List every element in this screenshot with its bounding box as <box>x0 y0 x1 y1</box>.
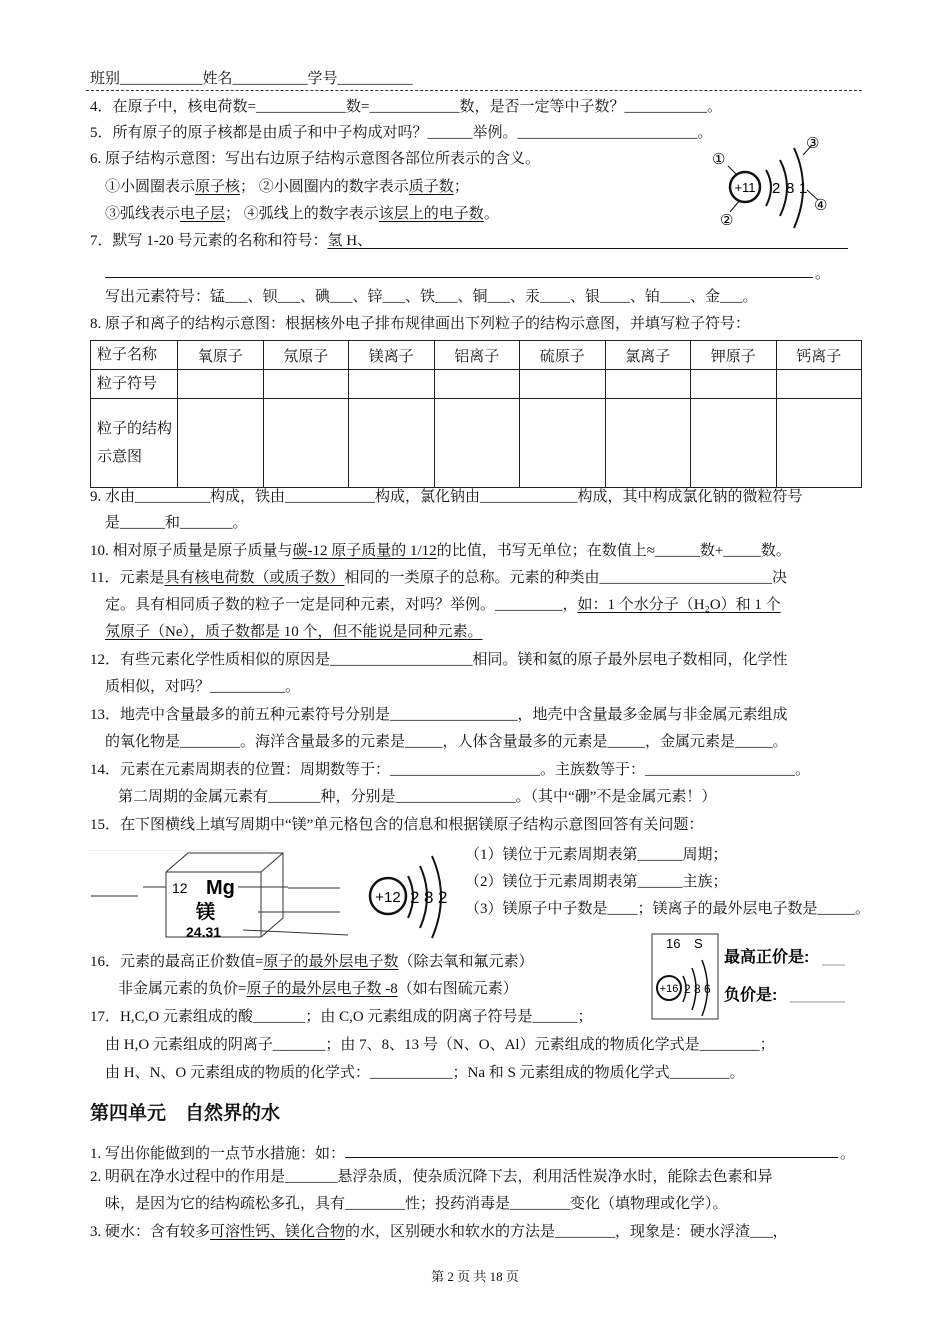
magnesium-atom-diagram <box>360 848 460 940</box>
answer-fill-line[interactable] <box>345 1139 838 1158</box>
line-text: 主族； <box>682 874 728 890</box>
text-line <box>90 230 850 252</box>
underlined-answer: 该层上的电子数 <box>378 206 484 222</box>
nucleus-charge: +11 <box>734 180 756 195</box>
column-header: 氧原子 <box>178 341 264 370</box>
symbol-cell[interactable] <box>776 370 862 399</box>
answer-blank[interactable]: ___________ <box>370 1065 453 1081</box>
line-text: ，现象是：硬水浮渣 <box>615 1224 751 1240</box>
answer-blank[interactable]: ______ <box>637 874 683 890</box>
diagram-cell[interactable] <box>434 399 520 488</box>
text-line <box>90 1166 862 1188</box>
underlined-answer: 原子的最外层电子数 <box>263 954 399 970</box>
row-label: 粒子名称 <box>91 341 178 370</box>
answer-blank[interactable]: ____________ <box>255 99 346 115</box>
text-line <box>90 951 650 973</box>
answer-blank[interactable]: ___________ <box>624 99 707 115</box>
answer-blank[interactable]: ______ <box>532 1009 578 1025</box>
line-text: 12．有些元素化学性质相似的原因是 <box>90 652 331 668</box>
answer-blank[interactable]: ________________________ <box>517 125 698 141</box>
text-line <box>90 486 862 508</box>
label-1: ① <box>712 151 726 168</box>
label-2: ② <box>720 212 734 229</box>
text-line <box>118 978 650 1000</box>
text-line <box>90 567 862 589</box>
line-text: ； ④弧线上的数字表示 <box>225 206 379 222</box>
row-label: 粒子符号 <box>91 370 178 399</box>
answer-blank[interactable]: __________ <box>135 489 211 505</box>
answer-fill-line[interactable] <box>105 259 813 278</box>
column-header: 氖原子 <box>263 341 349 370</box>
atomic-number: 16 <box>666 936 681 951</box>
answer-blank[interactable]: ________ <box>345 1196 406 1212</box>
answer-blank[interactable]: _______ <box>252 1009 306 1025</box>
line-text: （1）镁位于元素周期表第 <box>465 847 638 863</box>
line-text: 11．元素是 <box>90 570 165 586</box>
line-text: 2. 明矾在净水过程中的作用是 <box>90 1169 286 1185</box>
line-text: ；由 7、8、13 号（N、O、Al）元素组成的物质化学式是 <box>325 1037 700 1053</box>
answer-blank[interactable]: _____________ <box>480 489 578 505</box>
text-line <box>105 676 862 698</box>
answer-blank[interactable]: ________ <box>510 1196 571 1212</box>
element-symbol: S <box>694 936 703 951</box>
text-line <box>90 814 862 836</box>
column-header: 钾原子 <box>691 341 777 370</box>
text-line <box>90 540 862 562</box>
negative-valence-label: 负价是: <box>724 987 778 1004</box>
underlined-answer: 电子层 <box>180 206 226 222</box>
shell-count: 2 <box>772 180 781 197</box>
line-text: ， <box>772 1224 788 1240</box>
shell-count: 8 <box>694 982 701 996</box>
text-line <box>105 1193 862 1215</box>
text-line <box>90 96 862 118</box>
line-text: 定。具有相同质子数的粒子一定是同种元素，对吗？举例。 <box>105 597 496 613</box>
line-text: 构成，氯化钠由 <box>375 489 481 505</box>
answer-blank[interactable]: ________ <box>699 1037 760 1053</box>
symbol-cell[interactable] <box>691 370 777 399</box>
symbol-cell[interactable] <box>263 370 349 399</box>
line-text: 。 <box>729 1065 745 1081</box>
column-header: 硫原子 <box>520 341 606 370</box>
shell-count: 8 <box>424 888 434 907</box>
underlined-answer: 碳-12 原子质量的 1/12 <box>292 543 437 559</box>
symbol-cell[interactable] <box>434 370 520 399</box>
line-text: 构成，铁由 <box>210 489 286 505</box>
line-text: 3. 硬水：含有较多 <box>90 1224 211 1240</box>
line-text: ， <box>562 597 578 613</box>
text-line <box>105 1062 862 1084</box>
answer-blank[interactable]: ____________________ <box>645 762 796 778</box>
text-line <box>118 786 862 808</box>
line-text: 的比值，书写无单位；在数值上≈ <box>436 543 655 559</box>
line-text: ； <box>759 1037 775 1053</box>
header-divider <box>86 90 862 91</box>
line-text: ，金属元素是 <box>645 734 736 750</box>
label-4: ④ <box>814 197 828 214</box>
element-name: 镁 <box>196 902 216 923</box>
line-text: 由 H、N、O 元素组成的物质的化学式： <box>105 1065 370 1081</box>
text-line <box>465 844 862 866</box>
shell-count: 8 <box>786 180 795 197</box>
line-text: 。 <box>285 679 301 695</box>
line-text: 是 <box>105 515 121 531</box>
line-text: 和 <box>165 515 181 531</box>
line-text: 9. 水由 <box>90 489 136 505</box>
answer-blank[interactable]: ___ <box>750 1224 773 1240</box>
answer-blank[interactable]: ________ <box>669 1065 730 1081</box>
line-text: ； <box>453 179 469 195</box>
line-text: 。 <box>855 901 871 917</box>
line-text: （2）镁位于元素周期表第 <box>465 874 638 890</box>
page-footer: 第 2 页 共 18 页 <box>431 1269 519 1284</box>
text-line <box>90 313 862 335</box>
line-text: ，人体含量最多的元素是 <box>442 734 608 750</box>
answer-blank[interactable]: _______________________ <box>599 570 772 586</box>
line-text: 姓名 <box>202 71 233 87</box>
line-text: 相同的一类原子的总称。元素的种类由 <box>344 570 600 586</box>
line-text: 。 <box>483 206 499 222</box>
text-line <box>90 1221 862 1243</box>
line-text: 。 <box>232 515 248 531</box>
line-text: 。 <box>814 266 830 282</box>
answer-blank[interactable]: __________ <box>337 71 413 87</box>
line-text: 4．在原子中，核电荷数= <box>90 99 256 115</box>
line-text: 第二周期的金属元素有 <box>118 789 269 805</box>
nucleus-charge: +12 <box>375 889 401 906</box>
max-positive-label: 最高正价是: <box>724 949 810 966</box>
section-title: 第四单元 自然界的水 <box>90 1102 281 1124</box>
answer-blank[interactable]: _______ <box>272 1037 326 1053</box>
line-text: （如右图硫元素） <box>397 981 518 997</box>
answer-blank[interactable]: ___________ <box>120 71 203 87</box>
line-text: 。 <box>697 125 713 141</box>
line-text: 。 <box>795 762 811 778</box>
line-text: ； <box>577 1009 593 1025</box>
answer-blank[interactable]: ____________ <box>285 489 376 505</box>
text-line <box>90 1139 855 1161</box>
atomic-number: 12 <box>172 880 188 896</box>
line-text: 决 <box>771 570 787 586</box>
line-text: 非金属元素的负价= <box>118 981 247 997</box>
column-header: 镁离子 <box>349 341 435 370</box>
line-text: 周期； <box>682 847 728 863</box>
line-text: 学号 <box>307 71 338 87</box>
label-3: ③ <box>806 135 820 152</box>
diagram-cell[interactable] <box>520 399 606 488</box>
symbol-cell[interactable] <box>178 370 264 399</box>
text-line <box>90 759 862 781</box>
text-line <box>105 512 862 534</box>
line-text: 16．元素的最高正价数值= <box>90 954 264 970</box>
shell-count: 1 <box>799 180 808 197</box>
column-header: 氯离子 <box>605 341 691 370</box>
shell-count: 2 <box>684 982 691 996</box>
line-text: （3）镁原子中子数是 <box>465 901 608 917</box>
line-text: ①小圆圈表示 <box>105 179 196 195</box>
line-text: ； ②小圆圈内的数字表示 <box>240 179 409 195</box>
line-text: 数+ <box>699 543 724 559</box>
answer-blank[interactable]: _______ <box>180 515 233 531</box>
line-text: 。 <box>772 734 788 750</box>
diagram-cell[interactable] <box>691 399 777 488</box>
line-text: 。（其中“硼”不是金属元素！） <box>515 789 717 805</box>
column-header: 铝离子 <box>434 341 520 370</box>
line-text: 10. 相对原子质量是原子质量与 <box>90 543 293 559</box>
text-line <box>105 594 862 616</box>
line-text: 数，是否一定等中子数？ <box>459 99 625 115</box>
text-line <box>465 898 871 920</box>
text-line <box>105 731 862 753</box>
underlined-answer: 氖原子（Ne），质子数都是 10 个，但不能说是同种元素。 <box>105 624 483 640</box>
sodium-atom-diagram <box>700 130 840 230</box>
underlined-answer: 原子核 <box>195 179 241 195</box>
text-line <box>105 286 862 308</box>
answer-blank[interactable]: _________ <box>495 597 563 613</box>
underlined-answer: 可溶性钙、镁化合物 <box>210 1224 346 1240</box>
line-text: 。 <box>839 1146 855 1162</box>
answer-blank[interactable]: __________ <box>232 71 308 87</box>
table-row-diagram <box>91 399 862 488</box>
line-text: 5．所有原子的原子核都是由质子和中子构成对吗？ <box>90 125 428 141</box>
text-line <box>105 1034 862 1056</box>
text-line <box>105 621 862 643</box>
answer-blank[interactable]: ________ <box>180 734 241 750</box>
line-text: 14．元素在元素周期表的位置：周期数等于： <box>90 762 391 778</box>
diagram-cell[interactable] <box>776 399 862 488</box>
line-text: 味，是因为它的结构疏松多孔，具有 <box>105 1196 346 1212</box>
fill-text: 氢 H、 <box>327 233 373 249</box>
symbol-cell[interactable] <box>520 370 606 399</box>
element-symbol: Mg <box>206 877 235 899</box>
line-text: 13．地壳中含量最多的前五种元素符号分别是 <box>90 707 391 723</box>
line-text: 由 H,O 元素组成的阴离子 <box>105 1037 273 1053</box>
magnesium-periodic-cell <box>88 850 348 945</box>
answer-blank[interactable]: ___________________ <box>330 652 473 668</box>
answer-fill-line[interactable] <box>328 230 849 249</box>
text-line <box>90 649 862 671</box>
line-text: 15．在下图横线上填写周期中“镁”单元格包含的信息和根据镁原子结构示意图回答有关问题： <box>90 817 704 833</box>
line-text: （除去氧和氟元素） <box>398 954 534 970</box>
answer-blank[interactable]: _____ <box>723 543 761 559</box>
line-text: 构成，其中构成氯化钠的微粒符号 <box>577 489 803 505</box>
line-text: ③弧线表示 <box>105 206 181 222</box>
answer-blank[interactable]: _____ <box>735 734 773 750</box>
line-text: 性；投药消毒是 <box>405 1196 511 1212</box>
underlined-answer: 质子数 <box>408 179 454 195</box>
answer-blank[interactable]: __________ <box>210 679 286 695</box>
line-text: 质相似，对吗？ <box>105 679 211 695</box>
line-text: 1. 写出你能做到的一点节水措施：如： <box>90 1146 346 1162</box>
line-text: 举例。 <box>472 125 518 141</box>
answer-blank[interactable]: ________ <box>555 1224 616 1240</box>
answer-blank[interactable]: ____________________ <box>390 762 541 778</box>
line-text: ；Na 和 S 元素组成的物质化学式 <box>452 1065 670 1081</box>
line-text: 相同。镁和氦的原子最外层电子数相同，化学性 <box>472 652 788 668</box>
symbol-cell[interactable] <box>349 370 435 399</box>
answer-blank[interactable]: ______ <box>427 125 473 141</box>
line-text: 数= <box>345 99 370 115</box>
line-text: ；由 C,O 元素组成的阴离子符号是 <box>305 1009 533 1025</box>
sulfur-cell-diagram <box>650 932 860 1022</box>
answer-blank[interactable]: _______ <box>285 1169 338 1185</box>
shell-count: 2 <box>438 888 448 907</box>
column-header: 钙离子 <box>776 341 862 370</box>
underlined-answer: 原子的最外层电子数 -8 <box>246 981 398 997</box>
text-line <box>90 1006 650 1028</box>
row-label: 粒子的结构示意图 <box>91 399 178 488</box>
line-text: 。海洋含量最多的元素是 <box>240 734 406 750</box>
answer-blank[interactable]: ________________ <box>395 789 516 805</box>
line-text: 6. 原子结构示意图：写出右边原子结构示意图各部位所表示的含义。 <box>90 151 541 167</box>
shell-count: 6 <box>704 982 711 996</box>
answer-blank[interactable]: _____ <box>607 734 646 750</box>
line-text: 7．默写 1-20 号元素的名称和符号： <box>90 233 328 249</box>
line-text: 写出元素符号：锰___、钡___、碘___、锌___、铁___、铜___、汞____、银____、铂____、金___。 <box>105 289 758 305</box>
text-line <box>465 871 862 893</box>
answer-blank[interactable]: ______ <box>637 847 683 863</box>
atomic-mass: 24.31 <box>186 924 222 940</box>
diagram-cell[interactable] <box>349 399 435 488</box>
particle-structure-table <box>90 340 862 488</box>
text-line <box>105 259 830 281</box>
underlined-answer: 具有核电荷数（或质子数） <box>164 570 345 586</box>
answer-blank[interactable]: _______ <box>268 789 321 805</box>
nucleus-charge: +16 <box>659 983 679 995</box>
line-text: 8. 原子和离子的结构示意图：根据核外电子排布规律画出下列粒子的结构示意图，并填写粒子符号： <box>90 316 751 332</box>
line-text: 数。 <box>760 543 791 559</box>
shell-count: 2 <box>410 888 420 907</box>
line-text: 的氧化物是 <box>105 734 181 750</box>
answer-blank[interactable]: ______ <box>120 515 166 531</box>
line-text: 17．H,C,O 元素组成的酸 <box>90 1009 253 1025</box>
table-row-symbol <box>91 370 862 399</box>
answer-blank[interactable]: ______ <box>654 543 700 559</box>
answer-blank[interactable]: ____________ <box>369 99 460 115</box>
answer-blank[interactable]: ____ <box>607 901 638 917</box>
diagram-cell[interactable] <box>263 399 349 488</box>
diagram-cell[interactable] <box>178 399 264 488</box>
text-line <box>90 704 862 726</box>
answer-blank[interactable]: _________________ <box>390 707 518 723</box>
table-header-row <box>91 341 862 370</box>
underlined-answer: 如：1 个水分子（H₂O）和 1 个 <box>577 597 781 613</box>
line-text: ，地壳中含量最多金属与非金属元素组成 <box>517 707 788 723</box>
line-text: 种，分别是 <box>320 789 396 805</box>
line-text: 。主族数等于： <box>540 762 646 778</box>
line-text: 的水，区别硬水和软水的方法是 <box>345 1224 556 1240</box>
line-text: 悬浮杂质，使杂质沉降下去，利用活性炭净水时，能除去色素和异 <box>337 1169 773 1185</box>
text-line <box>90 68 862 90</box>
diagram-cell[interactable] <box>605 399 691 488</box>
line-text: ；镁离子的最外层电子数是 <box>637 901 818 917</box>
answer-blank[interactable]: _____ <box>405 734 443 750</box>
line-text: 。 <box>706 99 722 115</box>
line-text: 班别 <box>90 71 121 87</box>
line-text: 变化（填物理或化学）。 <box>570 1196 728 1212</box>
symbol-cell[interactable] <box>605 370 691 399</box>
answer-blank[interactable]: _____ <box>817 901 856 917</box>
